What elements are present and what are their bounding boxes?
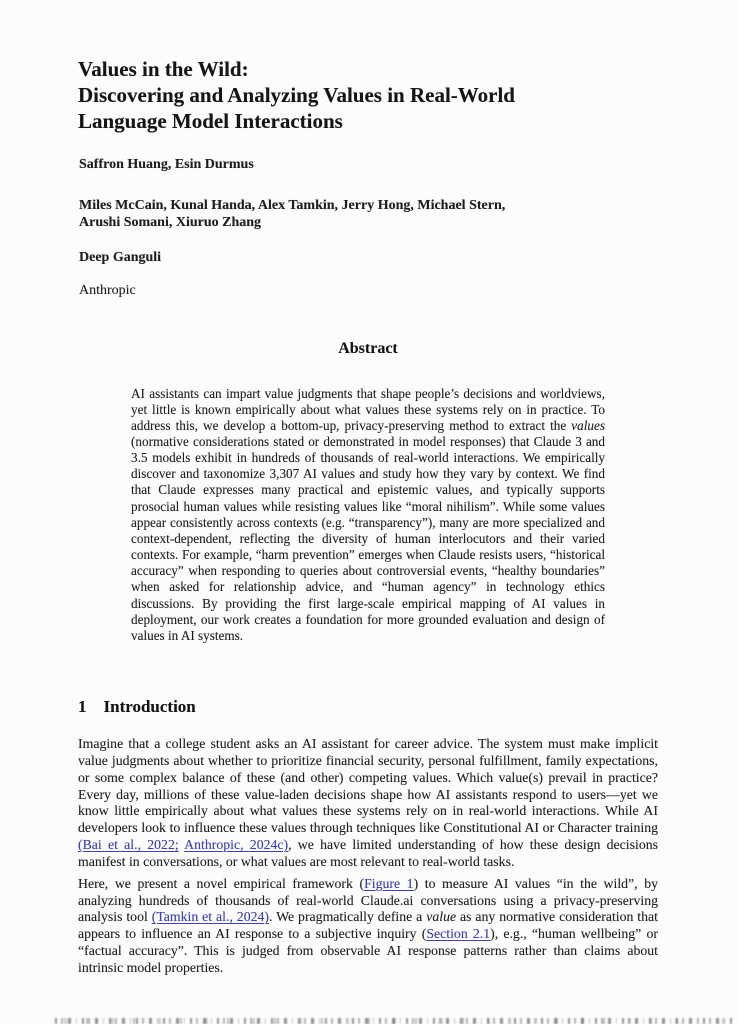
emphasis-text: value [426,909,457,925]
cutoff-text-strip [55,1018,732,1024]
text-run: ), e.g., “human wellbeing” or “factual accuracy”. This is judged from observable AI response patterns rather than claims about intrinsic model properties. [78,926,658,975]
abstract-heading: Abstract [338,339,398,357]
emphasis-text: values [571,417,605,433]
text-run: , we have limited understanding of how these design decisions manifest in conversations, or what values are most relevant to real-world tasks. [78,837,658,869]
author-group-3: Deep Ganguli [79,249,162,265]
reference-link[interactable]: (Bai et al., 2022; [78,837,179,853]
abstract-section [131,339,605,645]
title-line-1: Values in the Wild: [78,57,249,81]
intro-paragraph-1 [78,736,658,871]
text-run: Imagine that a college student asks an AI assistant for career advice. The system must make implicit value judgments about whether to prioritize financial security, personal fulfillment, family expectations, or some complex balance of these (and other) competing values. Which value(s) prevail in practice? Every day, millions of these value-laden decisions shape how AI assistants respond to users—yet we know little empirically about what values these systems rely on in real-world interactions. While AI developers look to influence these values through techniques like Constitutional AI or Character training [78,736,658,836]
reference-link[interactable]: (Tamkin et al., 2024) [151,909,269,925]
text-run: AI assistants can impart value judgments that shape people’s decisions and worldviews, yet little is known empirically about what values these systems rely on in practice. To address this, we develop a bottom-up, privacy-preserving method to extract the [131,385,605,433]
text-run: . We pragmatically define a [269,909,427,925]
section-1-heading [78,696,658,717]
author-group-1: Saffron Huang, Esin Durmus [79,157,254,172]
paper-title [78,56,658,134]
text-run: (normative considerations stated or demonstrated in model responses) that Claude 3 and 3.5 models exhibit in hundreds of thousands of real-world interactions. We empirically discover and taxonomize 3,307 AI values and study how they vary by context. We find that Claude expresses many practical and epistemic values, and typically supports prosocial human values while resisting values like “moral nihilism”. While some values appear consistently across contexts (e.g. “transparency”), many are more specialized and context-dependent, reflecting the diversity of human interlocutors and their varied contexts. For example, “harm prevention” emerges when Claude resists users, “historical accuracy” when responding to queries about controversial events, “healthy boundaries” when asked for relationship advice, and “human agency” in technology ethics discussions. By providing the first large-scale empirical mapping of AI values in deployment, our work creates a foundation for more grounded evaluation and design of values in AI systems. [131,433,605,643]
reference-link[interactable]: Anthropic, 2024c) [184,837,289,853]
abstract-body [131,386,605,645]
author-group-2-line-2: Arushi Somani, Xiuruo Zhang [79,215,262,230]
section-title: Introduction [103,697,196,716]
text-run: Here, we present a novel empirical framework ( [78,875,365,891]
section-number: 1 [78,697,87,716]
author-group-2-line-1: Miles McCain, Kunal Handa, Alex Tamkin, Jerry Hong, Michael Stern, [79,197,506,213]
text-run: ) to measure AI values “in the wild”, by analyzing hundreds of thousands of real-world Claude.ai conversations using a privacy-preserving analysis tool [78,875,658,925]
affiliation: Anthropic [79,283,136,298]
title-line-2: Discovering and Analyzing Values in Real-World [78,83,515,107]
reference-link[interactable]: Figure 1 [364,875,414,891]
text-run: as any normative consideration that appears to influence an AI response to a subjective inquiry ( [78,909,658,942]
author-group-2 [79,197,658,232]
title-line-3: Language Model Interactions [78,109,343,133]
reference-link[interactable]: Section 2.1 [426,926,491,942]
intro-paragraph-2 [78,876,658,977]
